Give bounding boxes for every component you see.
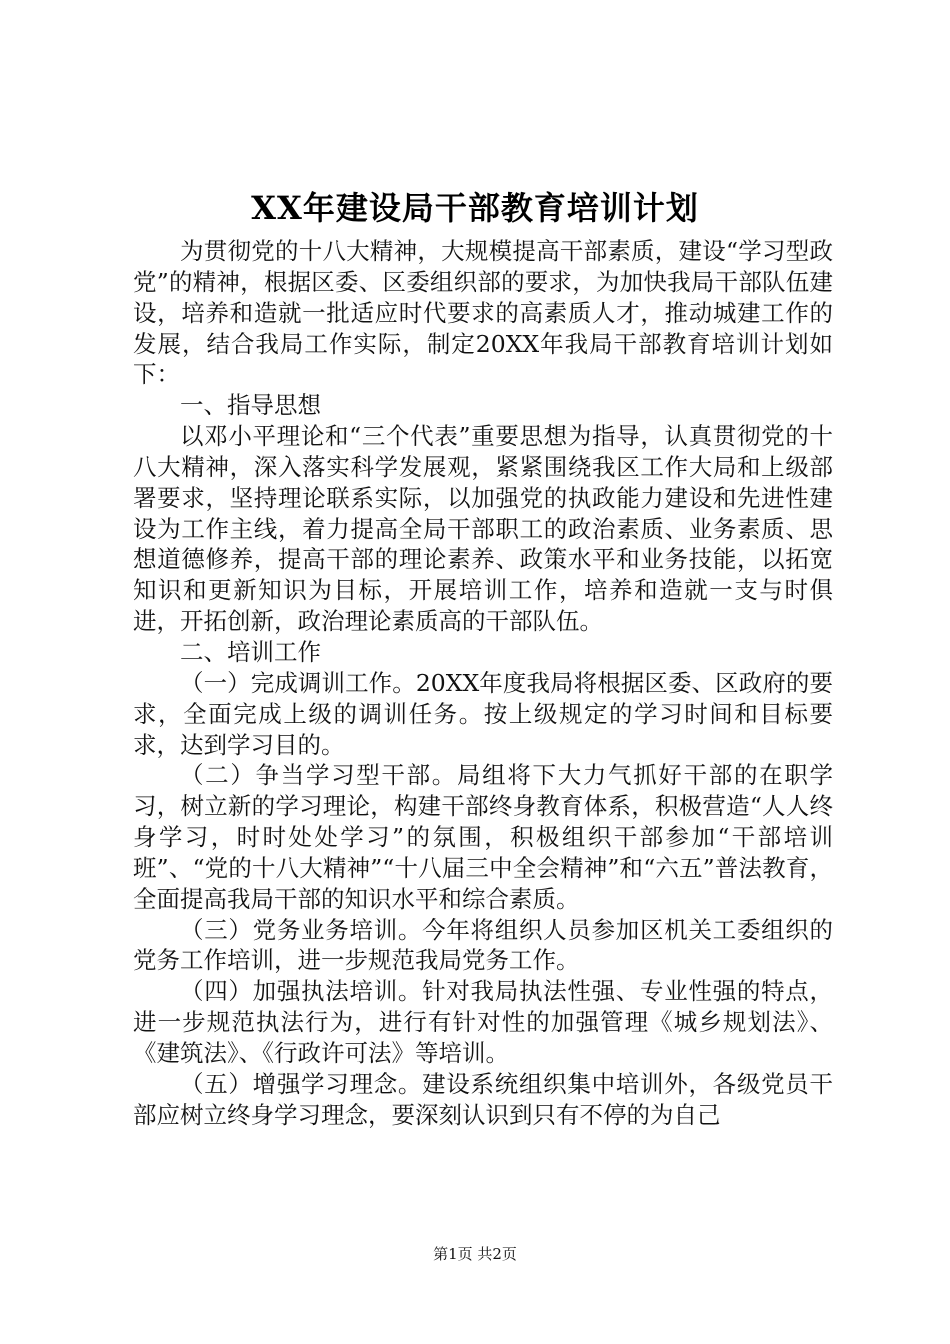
body-paragraph: （三）党务业务培训。今年将组织人员参加区机关工委组织的党务工作培训，进一步规范我局党务工作。: [133, 915, 833, 975]
body-paragraph: 为贯彻党的十八大精神，大规模提高干部素质，建设“学习型政党”的精神，根据区委、区委组织部的要求，为加快我局干部队伍建设，培养和造就一批适应时代要求的高素质人才，推动城建工作的发展，结合我局工作实际，制定20XX年我局干部教育培训计划如下：: [133, 237, 833, 389]
page-footer: 第1页 共2页: [433, 1245, 517, 1263]
body-paragraph: （二）争当学习型干部。局组将下大力气抓好干部的在职学习，树立新的学习理论，构建干部终身教育体系，积极营造“人人终身学习，时时处处学习”的氛围，积极组织干部参加“干部培训班”、“党的十八大精神”“十八届三中全会精神”和“六五”普法教育，全面提高我局干部的知识水平和综合素质。: [133, 761, 833, 913]
body-paragraph: 以邓小平理论和“三个代表”重要思想为指导，认真贯彻党的十八大精神，深入落实科学发展观，紧紧围绕我区工作大局和上级部署要求，坚持理论联系实际，以加强党的执政能力建设和先进性建设为工作主线，着力提高全局干部职工的政治素质、业务素质、思想道德修养，提高干部的理论素养、政策水平和业务技能，以拓宽知识和更新知识为目标，开展培训工作，培养和造就一支与时俱进，开拓创新，政治理论素质高的干部队伍。: [133, 422, 833, 636]
body-paragraph: （一）完成调训工作。20XX年度我局将根据区委、区政府的要求，全面完成上级的调训任务。按上级规定的学习时间和目标要求，达到学习目的。: [133, 668, 833, 759]
body-paragraph: （五）增强学习理念。建设系统组织集中培训外，各级党员干部应树立终身学习理念，要深刻认识到只有不停的为自己: [133, 1069, 833, 1129]
document-body: [133, 236, 833, 1130]
section-heading: 一、指导思想: [180, 391, 321, 420]
section-heading: 二、培训工作: [180, 637, 321, 666]
document-title: XX年建设局干部教育培训计划: [251, 189, 699, 227]
body-paragraph: （四）加强执法培训。针对我局执法性强、专业性强的特点，进一步规范执法行为，进行有针对性的加强管理《城乡规划法》、《建筑法》、《行政许可法》等培训。: [133, 977, 833, 1067]
